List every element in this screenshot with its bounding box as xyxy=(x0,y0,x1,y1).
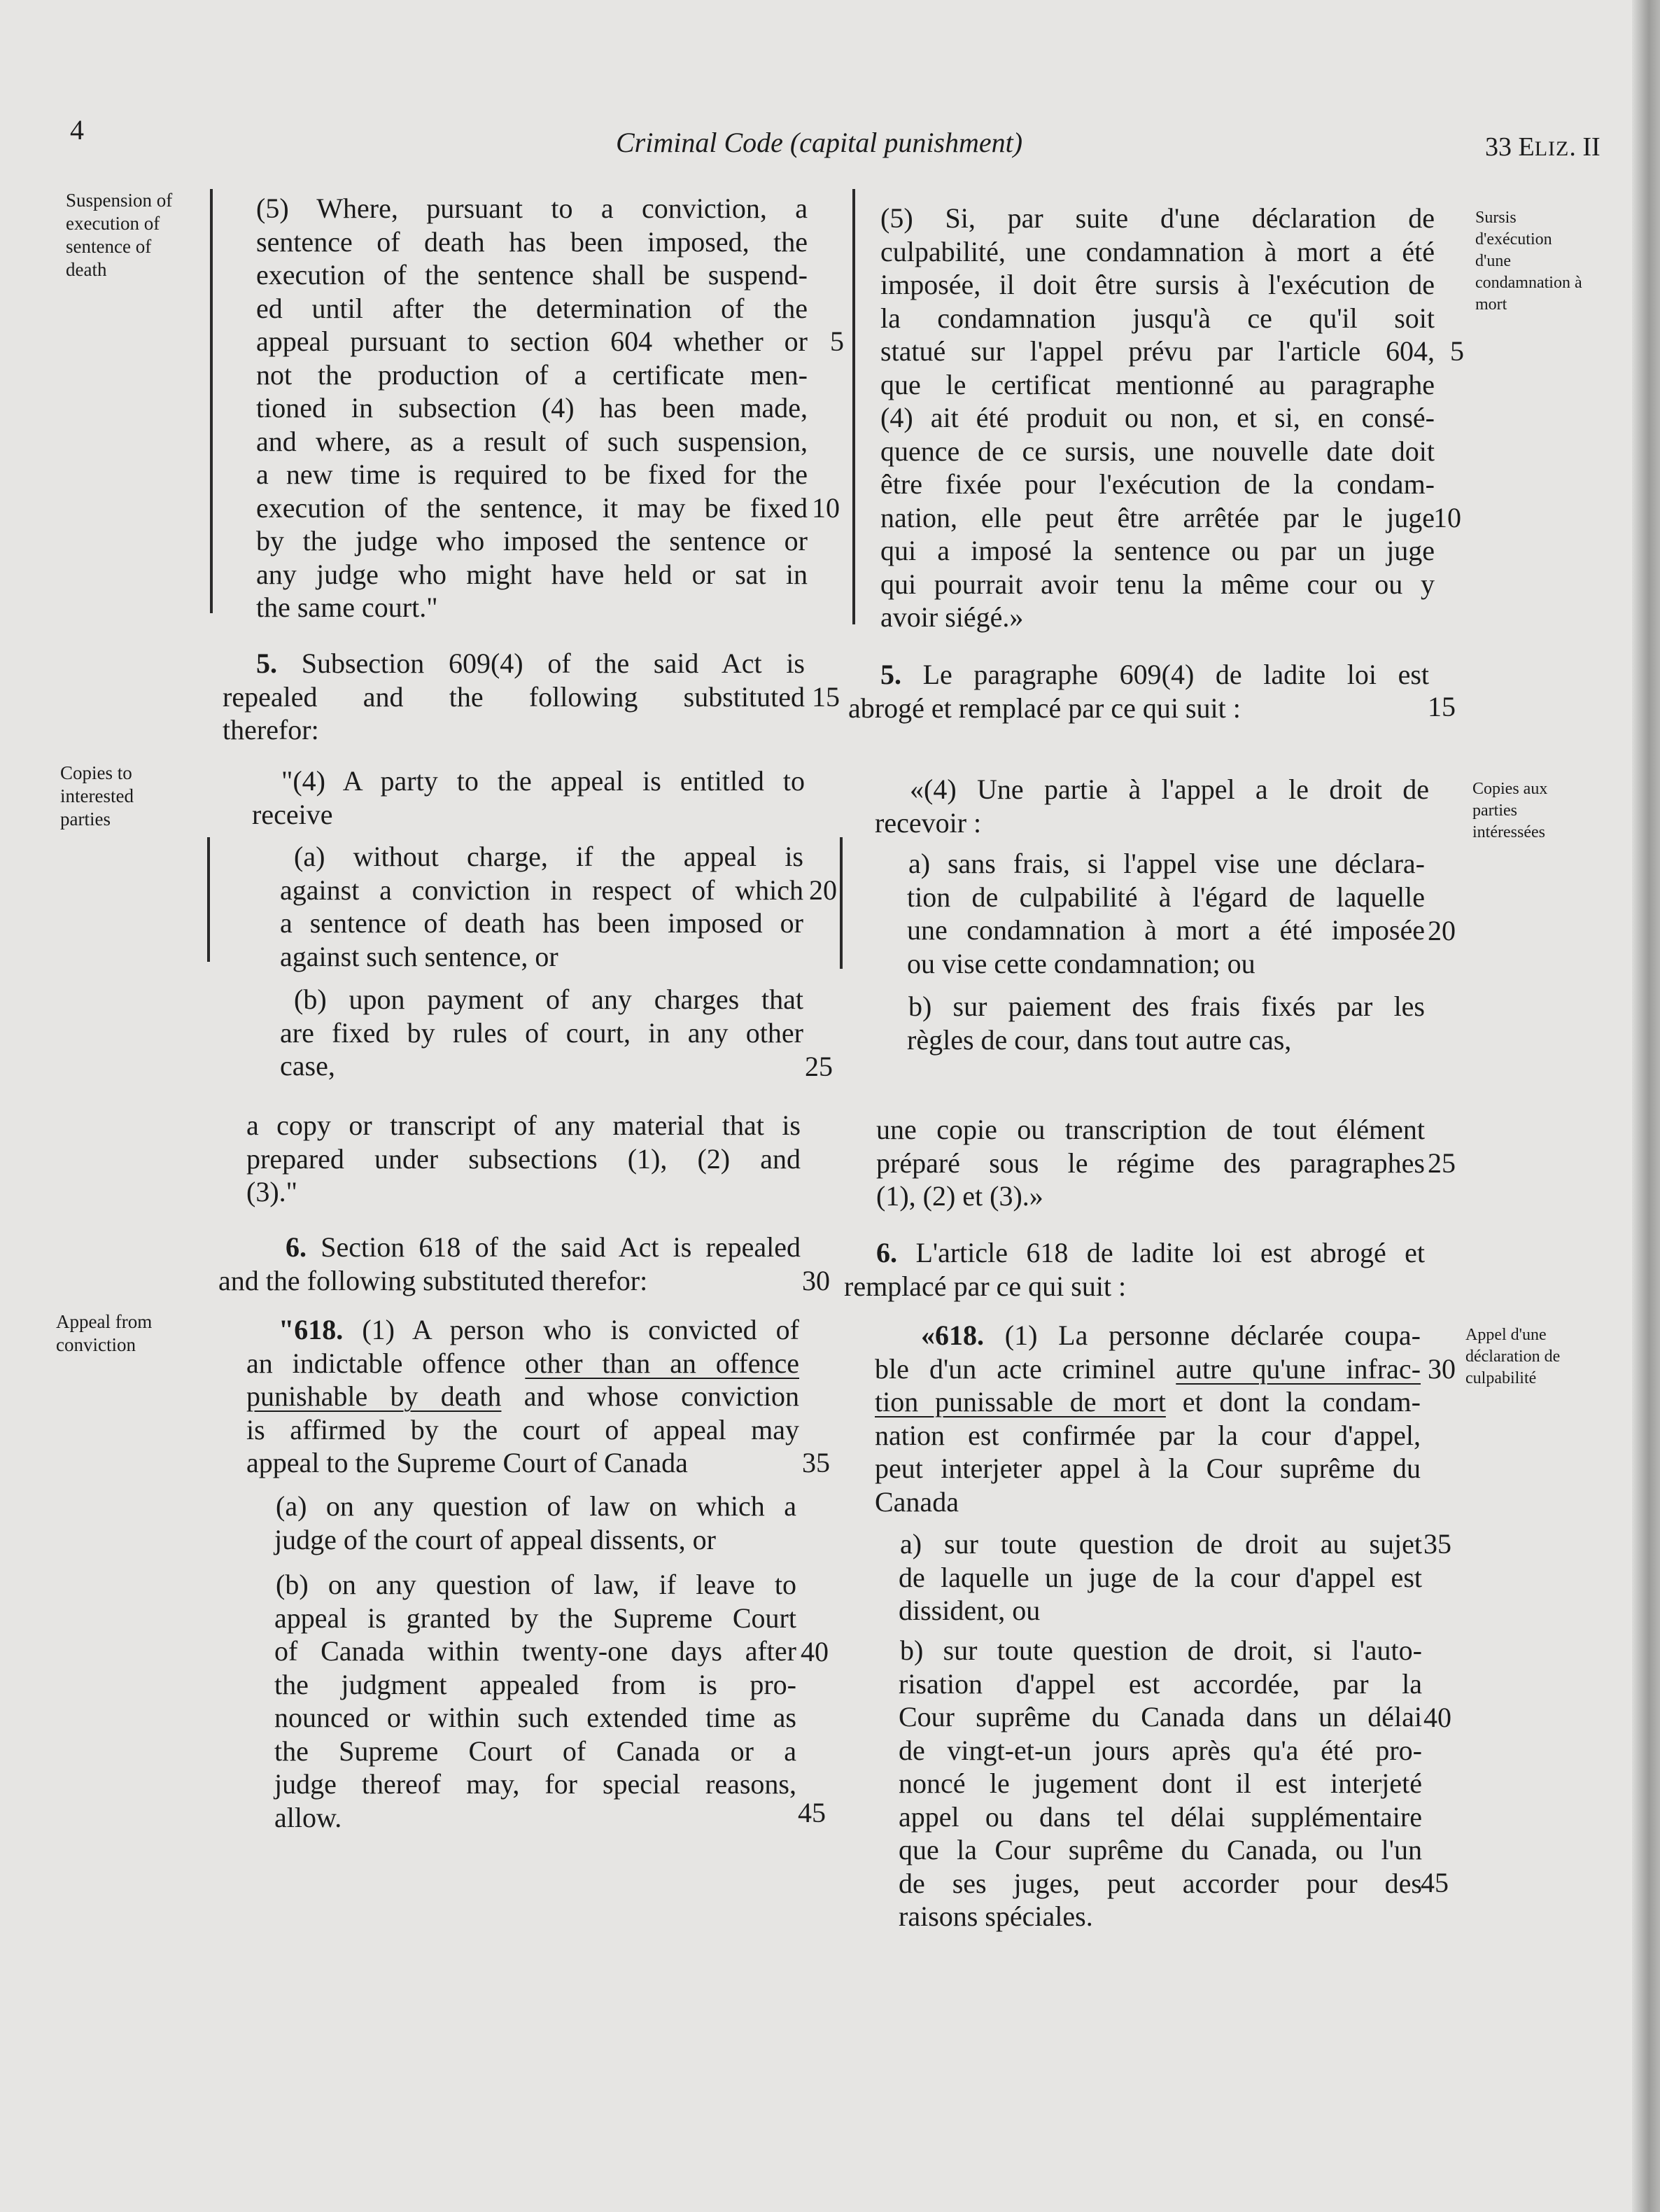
line-number: 30 xyxy=(1428,1353,1456,1385)
en-amendment-underline: other than an offence xyxy=(525,1347,799,1379)
fr-paragraph-4b: b) sur paiement des frais fixés par les règles de cour, dans tout autre cas, xyxy=(907,990,1425,1056)
change-bar-middle-s4a xyxy=(840,837,843,969)
margin-note-appeal-en: Appeal from conviction xyxy=(56,1311,153,1355)
line-number: 25 xyxy=(805,1051,833,1082)
line-number: 5 xyxy=(830,326,844,357)
fr-amendment-underline: tion punissable de mort xyxy=(875,1386,1166,1418)
running-title: Criminal Code (capital punishment) xyxy=(616,127,1023,158)
en-paragraph-618a: (a) on any question of law on which a judge of the court of appeal dissents, or xyxy=(274,1490,796,1555)
margin-note-suspension-fr: Sursis d'exécution d'une condamnation à mort xyxy=(1475,209,1582,314)
margin-note-copies-fr: Copies aux parties intéressées xyxy=(1472,780,1548,841)
line-number: 25 xyxy=(1428,1147,1456,1179)
page-edge-shadow xyxy=(1632,0,1660,2212)
line-number: 30 xyxy=(802,1265,830,1296)
en-item-5: 5. Subsection 609(4) of the said Act is repealed and the following substituted therefor: xyxy=(223,648,805,746)
fr-paragraph-4a: a) sans frais, si l'appel vise une déclara- tion de culpabilité à l'égard de laquelle une condamnation à mort a été imposée ou vise cette condamnation; ou xyxy=(907,848,1425,979)
fr-amendment-underline: autre qu'une infrac- xyxy=(1176,1352,1421,1385)
line-number: 35 xyxy=(802,1447,830,1478)
line-number: 45 xyxy=(1421,1867,1449,1898)
change-bar-en-s4a xyxy=(207,837,210,962)
fr-section-618: «618. (1) La personne déclarée coupa- ble d'un acte criminel autre qu'une infrac- tion punissable de mort et dont la condam- nation est confirmée par la cour d'appel, peut interjeter appel à la Cour suprême du Canada xyxy=(875,1320,1421,1518)
regnal-year: 33 ELIZ. II xyxy=(1485,132,1601,162)
en-paragraph-4a: (a) without charge, if the appeal is against a conviction in respect of which a sentence of death has been imposed or against such sentence, or xyxy=(280,841,803,972)
margin-note-copies-en: Copies to interested parties xyxy=(60,762,134,830)
fr-paragraph-618b: b) sur toute question de droit, si l'auto- risation d'appel est accordée, par la Cour suprême du Canada dans un délai de vingt-et-un jours après qu'a été pro- noncé le jugement dont il est interjeté appel ou dans tel délai supplémentaire que la Cour suprême du Canada, ou l'un de ses juges, peut accorder pour des raisons spéciales. xyxy=(899,1634,1422,1932)
change-bar-en-s5 xyxy=(210,189,213,613)
fr-item-5: 5. Le paragraphe 609(4) de ladite loi est abrogé et remplacé par ce qui suit : xyxy=(848,659,1429,724)
en-paragraph-4b: (b) upon payment of any charges that are fixed by rules of court, in any other case, xyxy=(280,983,803,1082)
line-number: 35 xyxy=(1423,1528,1451,1560)
line-number: 20 xyxy=(809,874,837,906)
en-copy-clause: a copy or transcript of any material that is prepared under subsections (1), (2) and (3)." xyxy=(246,1110,801,1208)
en-amendment-underline: punishable by death xyxy=(246,1380,502,1412)
en-section-618: "618. (1) A person who is convicted of an indictable offence other than an offence punishable by death and whose conviction is affirmed by the court of appeal may appeal to the Supreme Court of Canada xyxy=(246,1314,800,1478)
en-subsection-5: (5) Where, pursuant to a conviction, a sentence of death has been imposed, the execution of the sentence shall be suspend- ed until after the determination of the appeal pursuant to section 604 whether or not the production of a certificate men- tioned in subsection (4) has been made, and where, as a result of such suspension, a new time is required to be fixed for the execution of the sentence, it may be fixed by the judge who imposed the sentence or any judge who might have held or sat in the same court." xyxy=(256,192,808,623)
fr-paragraph-618a: a) sur toute question de droit au sujet de laquelle un juge de la cour d'appel est dissident, ou xyxy=(899,1528,1422,1626)
line-number: 40 xyxy=(801,1636,829,1667)
fr-copy-clause: une copie ou transcription de tout élément préparé sous le régime des paragraphes (1), (2) et (3).» xyxy=(876,1114,1425,1212)
fr-subsection-4: «(4) Une partie à l'appel a le droit de recevoir : xyxy=(875,774,1429,839)
margin-note-appeal-fr: Appel d'une déclaration de culpabilité xyxy=(1465,1326,1561,1387)
en-item-6: 6. Section 618 of the said Act is repealed and the following substituted therefor: xyxy=(218,1231,801,1296)
page-number: 4 xyxy=(70,114,84,146)
fr-item-6: 6. L'article 618 de ladite loi est abrogé et remplacé par ce qui suit : xyxy=(844,1237,1425,1302)
line-number: 5 xyxy=(1450,335,1464,367)
en-paragraph-618b: (b) on any question of law, if leave to appeal is granted by the Supreme Court of Canada within twenty-one days after the judgment appealed from is pro- nounced or within such extended time as the Supreme Court of Canada or a judge thereof may, for special reasons, allow. xyxy=(274,1569,796,1833)
line-number: 15 xyxy=(1428,691,1456,722)
en-subsection-4: "(4) A party to the appeal is entitled to receive xyxy=(252,765,805,830)
change-bar-middle-s5 xyxy=(852,189,855,624)
fr-subsection-5: (5) Si, par suite d'une déclaration de culpabilité, une condamnation à mort a été imposée, il doit être sursis à l'exécution de la condamnation jusqu'à ce qu'il soit statué sur l'appel prévu par l'article 604, que le certificat mentionné au paragraphe (4) ait été produit ou non, et si, en consé- quence de ce sursis, une nouvelle date doit être fixée pour l'exécution de la condam- nation, elle peut être arrêtée par le juge qui a imposé la sentence ou par un juge qui pourrait avoir tenu la même cour ou y avoir siégé.» xyxy=(880,202,1435,633)
line-number: 45 xyxy=(798,1797,826,1828)
line-number: 40 xyxy=(1423,1702,1451,1733)
line-number: 10 xyxy=(1433,502,1461,533)
line-number: 20 xyxy=(1428,915,1456,946)
line-number: 15 xyxy=(812,681,840,713)
margin-note-suspension-en: Suspension of execution of sentence of death xyxy=(66,190,173,280)
line-number: 10 xyxy=(812,492,840,524)
